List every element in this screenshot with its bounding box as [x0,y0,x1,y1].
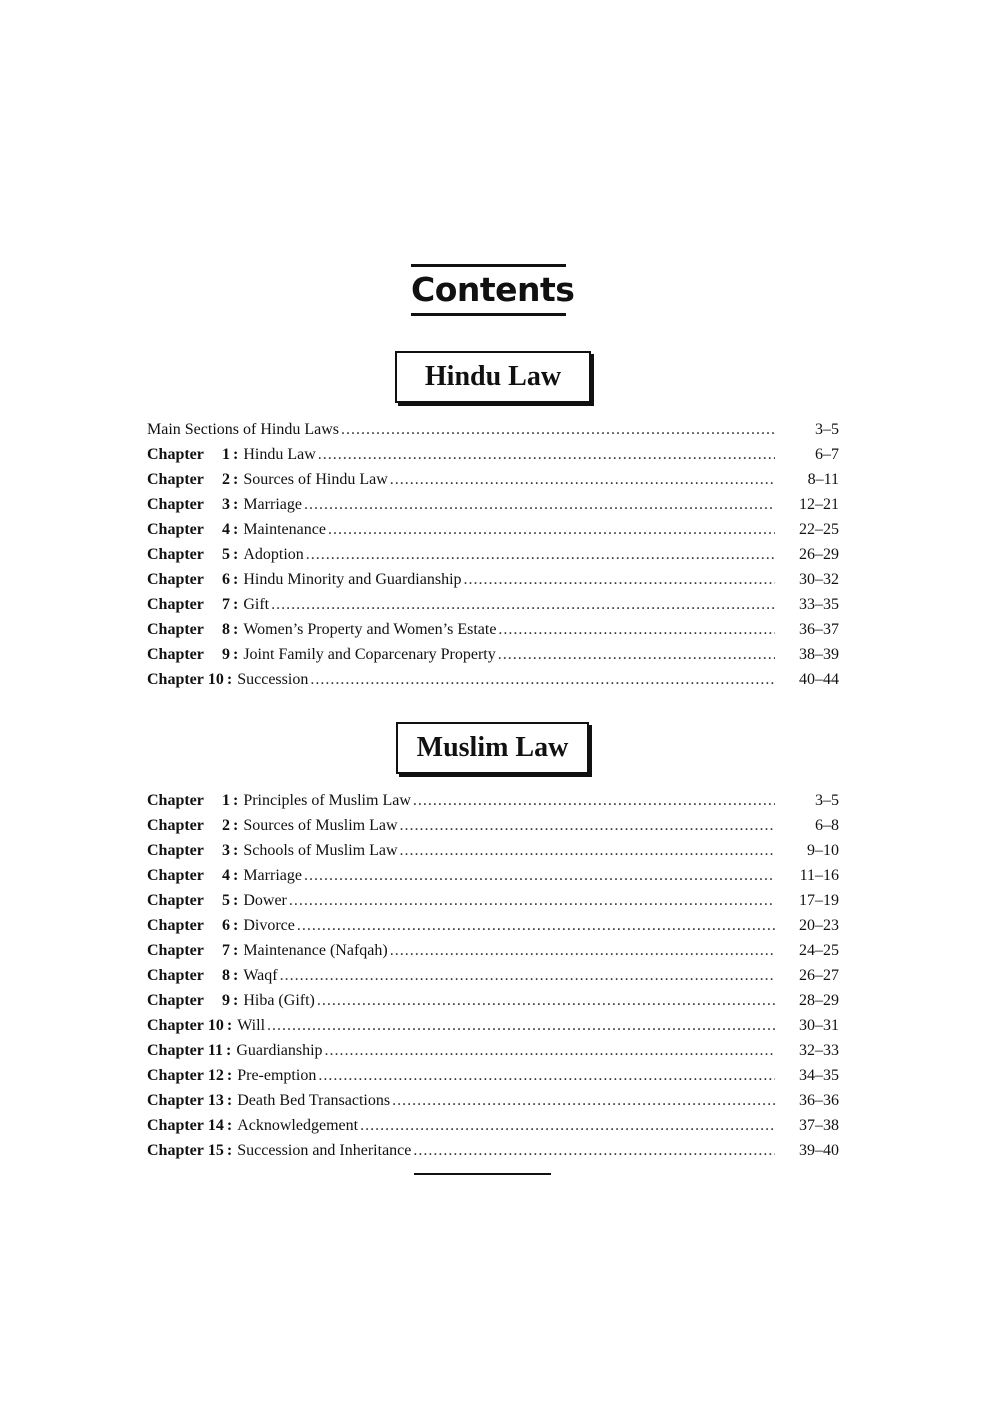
toc-entry-pages: 3–5 [815,792,839,809]
dot-leader [271,592,775,617]
dot-leader [297,913,775,938]
toc-entry-main-sections [147,417,839,442]
chapter-word: Chapter [147,596,204,613]
chapter-colon: : [233,571,239,588]
chapter-label [147,813,243,838]
toc-entry-pages: 3–5 [815,421,839,438]
chapter-number: 15 [207,1142,224,1159]
toc-entry-title: Hindu Minority and Guardianship [243,571,462,588]
chapter-word: Chapter [147,646,204,663]
toc-list-muslim-law [147,788,839,1163]
toc-entry-pages: 34–35 [799,1067,839,1084]
chapter-word: Chapter [147,571,204,588]
chapter-colon: : [226,1067,233,1084]
chapter-colon: : [226,1142,233,1159]
toc-entry-title: Marriage [243,867,302,884]
dot-leader [317,988,775,1013]
chapter-colon: : [233,892,239,909]
toc-entry-title: Acknowledgement [237,1117,359,1134]
chapter-number: 6 [222,571,230,588]
toc-entry-chapter [147,567,839,592]
toc-entry-chapter [147,888,839,913]
chapter-word: Chapter [147,521,204,538]
toc-entry-title: Principles of Muslim Law [243,792,411,809]
toc-entry-chapter [147,442,839,467]
toc-entry-chapter [147,838,839,863]
dot-leader [306,542,775,567]
dot-leader [400,813,775,838]
chapter-label [147,1138,237,1163]
chapter-number: 3 [222,496,230,513]
chapter-word: Chapter [147,546,204,563]
chapter-word: Chapter [147,1142,204,1159]
toc-entry-title: Maintenance [243,521,326,538]
toc-entry-chapter [147,1138,839,1163]
chapter-label [147,592,243,617]
toc-entry-chapter [147,938,839,963]
chapter-colon: : [226,1017,233,1034]
chapter-label [147,667,237,692]
chapter-colon: : [233,842,239,859]
chapter-colon: : [233,917,239,934]
chapter-label [147,938,243,963]
chapter-number: 9 [222,992,230,1009]
toc-entry-pages: 39–40 [799,1142,839,1159]
dot-leader [289,888,775,913]
chapter-label [147,517,243,542]
dot-leader [280,963,775,988]
dot-leader [328,517,775,542]
toc-entry-chapter [147,667,839,692]
toc-entry-title: Adoption [243,546,304,563]
toc-entry-chapter [147,1013,839,1038]
chapter-label [147,863,243,888]
toc-entry-chapter [147,1063,839,1088]
dot-leader [341,417,775,442]
toc-entry-title: Divorce [243,917,295,934]
toc-entry-pages: 36–36 [799,1092,839,1109]
section-heading-hindu-law: Hindu Law [395,351,591,403]
chapter-colon: : [233,621,239,638]
chapter-number: 1 [222,446,230,463]
toc-entry-pages: 6–8 [815,817,839,834]
end-rule [414,1173,551,1175]
chapter-colon: : [233,817,239,834]
chapter-number: 6 [222,917,230,934]
toc-entry-title: Gift [243,596,270,613]
chapter-word: Chapter [147,471,204,488]
chapter-label [147,1013,237,1038]
chapter-number: 2 [222,817,230,834]
chapter-word: Chapter [147,942,204,959]
chapter-word: Chapter [147,1067,204,1084]
chapter-number: 8 [222,621,230,638]
chapter-number: 7 [222,942,230,959]
toc-entry-title: Sources of Muslim Law [243,817,398,834]
dot-leader [310,667,775,692]
chapter-colon: : [233,546,239,563]
chapter-word: Chapter [147,867,204,884]
chapter-colon: : [233,496,239,513]
toc-entry-pages: 6–7 [815,446,839,463]
chapter-word: Chapter [147,992,204,1009]
chapter-word: Chapter [147,817,204,834]
dot-leader [464,567,775,592]
toc-entry-chapter [147,963,839,988]
chapter-colon: : [226,1117,233,1134]
toc-entry-chapter [147,592,839,617]
toc-entry-pages: 8–11 [807,471,839,488]
chapter-colon: : [226,1042,232,1059]
chapter-number: 1 [222,792,230,809]
chapter-colon: : [233,992,239,1009]
chapter-colon: : [233,942,239,959]
chapter-word: Chapter [147,1042,204,1059]
chapter-colon: : [233,792,239,809]
toc-entry-pages: 12–21 [799,496,839,513]
toc-entry-chapter [147,467,839,492]
toc-entry-pages: 26–27 [799,967,839,984]
toc-entry-title: Main Sections of Hindu Laws [147,421,339,438]
dot-leader [325,1038,775,1063]
toc-entry-title: Women’s Property and Women’s Estate [243,621,497,638]
toc-entry-chapter [147,913,839,938]
chapter-word: Chapter [147,621,204,638]
toc-entry-chapter [147,1088,839,1113]
chapter-colon: : [233,521,239,538]
chapter-label [147,492,243,517]
toc-entry-title: Succession and Inheritance [237,1142,412,1159]
toc-entry-title: Death Bed Transactions [237,1092,391,1109]
dot-leader [267,1013,775,1038]
toc-entry-pages: 30–31 [799,1017,839,1034]
chapter-number: 5 [222,546,230,563]
toc-entry-title: Will [237,1017,266,1034]
chapter-label [147,913,243,938]
toc-entry-chapter [147,863,839,888]
chapter-label [147,617,243,642]
chapter-colon: : [233,967,239,984]
toc-entry-pages: 38–39 [799,646,839,663]
page-title: Contents [411,264,566,316]
toc-entry-pages: 37–38 [799,1117,839,1134]
chapter-label [147,567,243,592]
toc-entry-chapter [147,988,839,1013]
toc-entry-chapter [147,642,839,667]
chapter-word: Chapter [147,496,204,513]
dot-leader [318,1063,775,1088]
toc-entry-pages: 22–25 [799,521,839,538]
toc-entry-chapter [147,617,839,642]
toc-entry-chapter [147,1038,839,1063]
toc-entry-chapter [147,788,839,813]
toc-entry-pages: 9–10 [807,842,839,859]
toc-entry-pages: 28–29 [799,992,839,1009]
chapter-word: Chapter [147,792,204,809]
toc-entry-title: Sources of Hindu Law [243,471,388,488]
toc-entry-title: Hiba (Gift) [243,992,315,1009]
dot-leader [360,1113,775,1138]
chapter-number: 12 [207,1067,224,1084]
dot-leader [498,617,775,642]
toc-entry-chapter [147,1113,839,1138]
chapter-label [147,1063,237,1088]
dot-leader [390,467,775,492]
chapter-label [147,1088,237,1113]
toc-entry-pages: 40–44 [799,671,839,688]
dot-leader [498,642,775,667]
toc-entry-title: Marriage [243,496,302,513]
chapter-label [147,467,243,492]
toc-entry-pages: 24–25 [799,942,839,959]
chapter-label [147,963,243,988]
dot-leader [400,838,775,863]
chapter-label [147,642,243,667]
chapter-label [147,442,243,467]
chapter-number: 13 [207,1092,224,1109]
toc-entry-pages: 36–37 [799,621,839,638]
chapter-colon: : [226,671,233,688]
chapter-word: Chapter [147,842,204,859]
toc-list-hindu-law [147,417,839,692]
chapter-colon: : [226,1092,233,1109]
chapter-colon: : [233,867,239,884]
toc-entry-title: Succession [237,671,309,688]
chapter-number: 3 [222,842,230,859]
chapter-word: Chapter [147,1117,204,1134]
toc-entry-title: Dower [243,892,287,909]
chapter-label [147,1038,236,1063]
chapter-number: 8 [222,967,230,984]
chapter-word: Chapter [147,967,204,984]
toc-entry-chapter [147,813,839,838]
toc-entry-title: Guardianship [236,1042,323,1059]
chapter-label [147,788,243,813]
dot-leader [413,788,775,813]
chapter-colon: : [233,471,239,488]
chapter-word: Chapter [147,1017,204,1034]
chapter-number: 11 [207,1042,224,1059]
chapter-number: 14 [207,1117,224,1134]
toc-entry-title: Joint Family and Coparcenary Property [243,646,496,663]
toc-entry-title: Schools of Muslim Law [243,842,398,859]
chapter-word: Chapter [147,917,204,934]
chapter-label [147,988,243,1013]
chapter-number: 4 [222,867,230,884]
dot-leader [392,1088,775,1113]
chapter-word: Chapter [147,1092,204,1109]
chapter-number: 5 [222,892,230,909]
toc-entry-chapter [147,517,839,542]
chapter-number: 2 [222,471,230,488]
dot-leader [304,492,775,517]
chapter-label [147,888,243,913]
chapter-word: Chapter [147,671,204,688]
toc-entry-pages: 32–33 [799,1042,839,1059]
toc-entry-pages: 26–29 [799,546,839,563]
chapter-number: 7 [222,596,230,613]
chapter-colon: : [233,446,239,463]
toc-entry-title: Waqf [243,967,278,984]
toc-entry-title: Maintenance (Nafqah) [243,942,388,959]
chapter-label [147,1113,237,1138]
chapter-number: 10 [207,1017,224,1034]
chapter-number: 10 [207,671,224,688]
chapter-colon: : [233,596,239,613]
dot-leader [413,1138,775,1163]
dot-leader [390,938,775,963]
chapter-number: 4 [222,521,230,538]
dot-leader [304,863,775,888]
toc-entry-title: Pre-emption [237,1067,317,1084]
chapter-word: Chapter [147,446,204,463]
toc-entry-pages: 11–16 [799,867,839,884]
toc-entry-pages: 17–19 [799,892,839,909]
chapter-word: Chapter [147,892,204,909]
toc-entry-chapter [147,542,839,567]
chapter-label [147,838,243,863]
section-heading-muslim-law: Muslim Law [396,722,589,774]
chapter-label [147,542,243,567]
toc-entry-chapter [147,492,839,517]
chapter-colon: : [233,646,239,663]
toc-entry-pages: 20–23 [799,917,839,934]
toc-entry-pages: 33–35 [799,596,839,613]
dot-leader [318,442,775,467]
toc-entry-pages: 30–32 [799,571,839,588]
chapter-number: 9 [222,646,230,663]
toc-entry-title: Hindu Law [243,446,316,463]
